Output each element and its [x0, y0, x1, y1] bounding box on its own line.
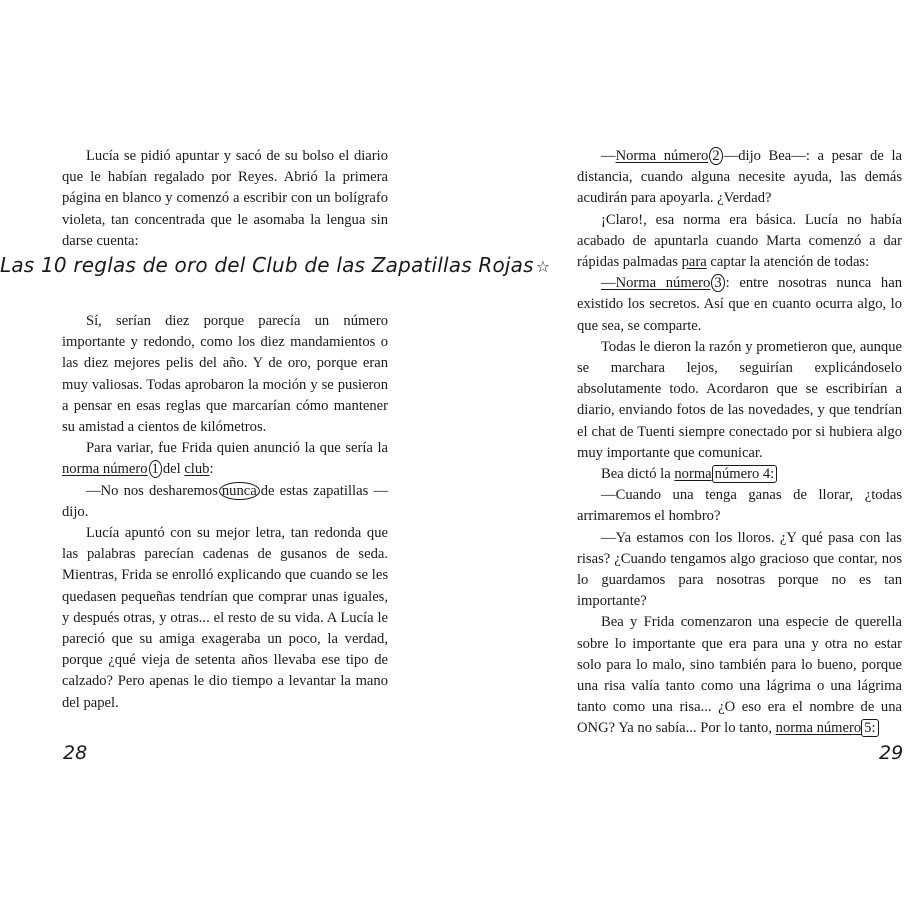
page-number: 28 [63, 742, 88, 764]
text-run: Bea dictó la [601, 466, 675, 483]
text-run: captar la atención de todas: [706, 254, 870, 271]
paragraph: —Ya estamos con los lloros. ¿Y qué pasa con las risas? ¿Cuando tengamos algo gracioso que contar, nos lo guardamos para nosotras porque no es tan importante? [577, 529, 902, 610]
paragraph [577, 146, 902, 210]
circled-word: nunca [219, 482, 260, 500]
page-number: 29 [879, 742, 904, 764]
text-run: : entre nosotras nunca han existido los secretos. Así que en cuanto ocurra algo, lo que sea, se comparte. [577, 275, 902, 334]
paragraph [62, 481, 388, 523]
paragraph: Sí, serían diez porque parecía un número importante y redondo, como los diez mandamientos o las diez mejores pelis del año. Y de oro, porque eran muy valiosas. Todas aprobaron la moción y se pusieron a pensar en esas reglas que marcarían cómo mantener su amistad a cientos de kilómetros. [62, 313, 388, 436]
text-run: — [601, 148, 616, 164]
underlined-para: para [681, 254, 707, 271]
text-run: Para variar, fue Frida quien anunció la que sería la [86, 440, 388, 457]
text-run: del [162, 461, 181, 478]
text-run: Bea y Frida comenzaron una especie de querella sobre lo importante que era para una y otra no estar solo para lo malo, sino también para lo bueno, porque una risa valía tanto como una lágrima o una lágrima tanto como una risa... ¿O eso era el nombre de una ONG? Ya no sabía... Por lo tanto, [577, 614, 902, 737]
paragraph [577, 210, 902, 274]
paragraph: Lucía apuntó con su mejor letra, tan redonda que las palabras parecían cadenas de gusanos de seda. Mientras, Frida se enrolló explicando que cuando se les quedasen pequeñas tendrían que comprar unas iguales, y después otras, y otras... el resto de su vida. A Lucía le pareció que su amiga exageraba un poco, la verdad, porque ¿qué vieja de setenta años llevaba ese tipo de calzado? Pero apenas le dio tiempo a levantar la mano del papel. [62, 525, 388, 711]
text-run: —dijo Bea—: a pesar de la distancia, cuando alguna necesite ayuda, las demás acudirán para apoyarla. ¿Verdad? [577, 148, 902, 207]
paragraph [577, 273, 902, 337]
paragraph [577, 612, 902, 739]
text-run: ¡Claro!, esa norma era básica. Lucía no había acabado de apuntarla cuando Marta comenzó a dar rápidas palmadas [577, 211, 902, 271]
boxed-number: número 4: [712, 465, 778, 483]
paragraph: Todas le dieron la razón y prometieron que, aunque se marchara lejos, seguirían explicándoselo absolutamente todo. Acordaron que se escribirían a diario, enviando fotos de las novedades, y que tendrían el chat de Tuenti siempre conectado por si hubiera algo muy importante que comunicar. [577, 338, 902, 461]
right-page [453, 0, 906, 906]
underlined-club: club [184, 461, 210, 478]
circled-number: 1 [149, 460, 162, 478]
star-icon: ☆ [535, 257, 551, 276]
circled-number: 3 [711, 274, 724, 292]
boxed-number: 5: [861, 719, 878, 737]
left-text-bottom [62, 311, 388, 714]
underlined-norma: norma número [775, 720, 862, 737]
text-run: —No nos desharemos [86, 482, 218, 499]
underlined-norma: norma [674, 466, 712, 483]
left-text-top [62, 146, 388, 252]
underlined-norma: —Norma número [601, 275, 711, 292]
underlined-norma: Norma número [615, 148, 709, 164]
paragraph: —Cuando una tenga ganas de llorar, ¿todas arrimaremos el hombro? [577, 487, 902, 525]
handwritten-heading [0, 253, 551, 277]
circled-number: 2 [709, 147, 722, 165]
text-run: : [209, 461, 214, 478]
underlined-norma: norma número [62, 461, 148, 478]
right-text [577, 146, 902, 740]
paragraph [577, 464, 902, 485]
paragraph: Lucía se pidió apuntar y sacó de su bolso el diario que le habían regalado por Reyes. Abrió la primera página en blanco y comenzó a escribir con un bolígrafo violeta, tan concentrada que le asomaba la lengua sin darse cuenta: [62, 148, 388, 249]
text-run: de estas zapatillas —dijo. [62, 482, 388, 520]
heading-text: Las 10 reglas de oro del Club de las Zapatillas Rojas [0, 253, 534, 277]
paragraph [62, 438, 388, 480]
